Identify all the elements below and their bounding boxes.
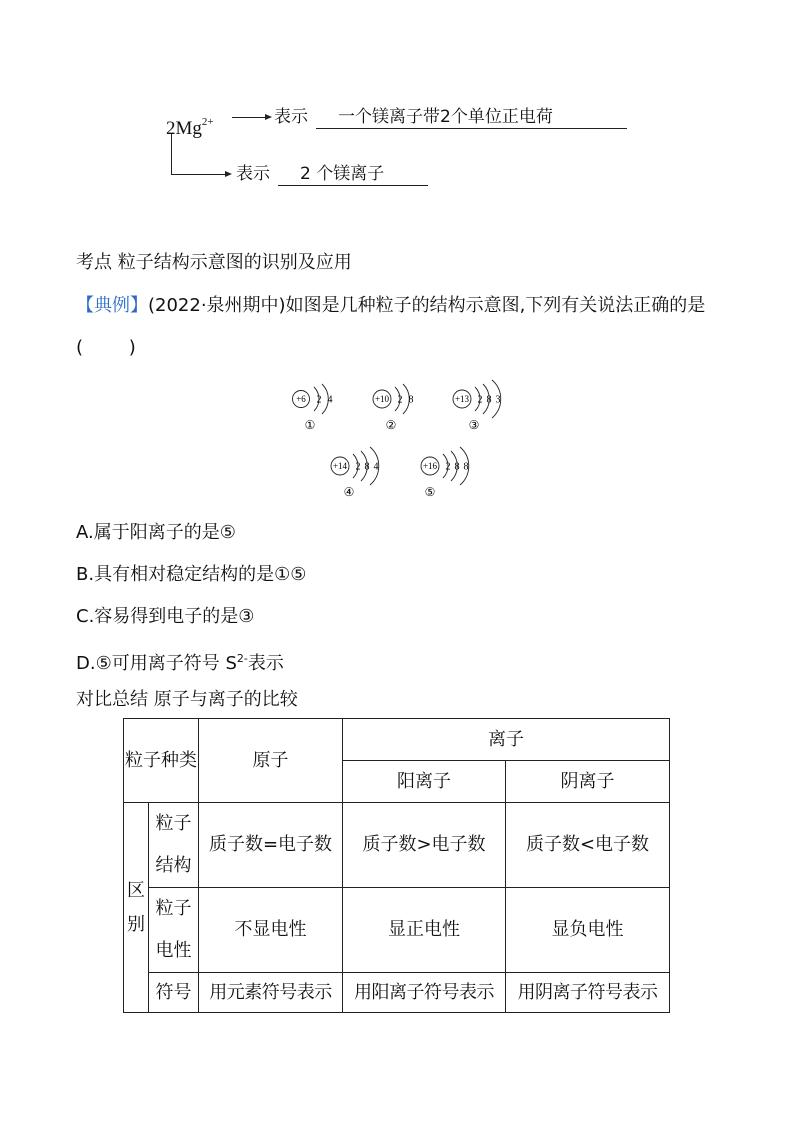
answer-underline-2 [278,185,428,186]
shell-electrons: 2 [477,394,483,406]
shell-electrons: 8 [408,394,414,406]
nucleus-charge: +6 [296,394,306,405]
header-atom: 原子 [199,719,343,803]
group-char: 区 [127,879,145,901]
comparison-table [123,718,670,1013]
formula-element: Mg [175,118,202,139]
answer-blank: ( ) [76,337,136,358]
particle-diagrams [280,372,520,504]
shell-electrons: 8 [463,461,469,473]
nucleus-charge: +13 [454,394,470,405]
option-d-charge: 2- [236,652,248,665]
shell-electrons: 2 [445,461,451,473]
section-heading: 考点 粒子结构示意图的识别及应用 [76,252,352,273]
shell-electrons: 3 [495,394,501,406]
arrow-2-head [225,171,232,177]
table-row [124,973,670,1013]
particle-3 [453,380,501,432]
label-represent-2: 表示 [236,164,270,184]
arrow-1-head [265,114,272,120]
shell-electrons: 8 [486,394,492,406]
row-label-line: 电性 [155,940,192,961]
row-label [149,888,199,973]
shell-electrons: 4 [373,461,379,473]
shell-electrons: 2 [316,394,322,406]
particle-label: ① [304,418,316,432]
example-question-text: (2022·泉州期中)如图是几种粒子的结构示意图,下列有关说法正确的是 [148,295,706,316]
shell-electrons: 4 [327,394,333,406]
nucleus-charge: +14 [332,461,348,472]
particle-5 [421,447,469,499]
arrow-1-shaft [232,117,265,118]
option-a: A.属于阳离子的是⑤ [76,522,236,543]
row-label: 符号 [149,973,199,1013]
particle-label: ③ [468,418,480,432]
formula-coefficient: 2 [166,118,176,139]
cell-atom: 质子数=电子数 [199,803,343,888]
row-label [149,803,199,888]
answer-underline-1 [316,128,627,129]
particle-1 [293,384,333,432]
particle-label: ② [385,418,397,432]
row-label-line: 结构 [155,855,192,876]
cell-anion: 用阴离子符号表示 [506,973,670,1013]
table-row [124,888,670,973]
particle-label: ⑤ [424,485,436,499]
nucleus-charge: +16 [422,461,438,472]
row-group-difference [124,803,149,1013]
shell-electrons: 8 [364,461,370,473]
option-c: C.容易得到电子的是③ [76,606,255,627]
particle-4 [331,447,379,499]
cell-cation: 显正电性 [343,888,506,973]
cell-atom: 不显电性 [199,888,343,973]
shell-electrons: 2 [355,461,361,473]
label-represent-1: 表示 [274,107,308,127]
option-d-prefix: D.⑤可用离子符号 S [76,653,237,674]
row-label-line: 粒子 [155,813,192,834]
header-particle-kind: 粒子种类 [124,719,199,803]
nucleus-charge: +10 [374,394,390,405]
shell-electrons: 8 [454,461,460,473]
example-question [76,294,705,318]
row-label-line: 粒子 [155,898,192,919]
meaning-answer-2: 2 个镁离子 [300,164,385,184]
mg-formula [166,110,214,141]
cell-anion: 显负电性 [506,888,670,973]
cell-atom: 用元素符号表示 [199,973,343,1013]
particle-2 [373,384,414,432]
cell-cation: 质子数>电子数 [343,803,506,888]
header-ion: 离子 [343,719,670,761]
meaning-answer-1: 一个镁离子带2个单位正电荷 [338,107,553,127]
cell-anion: 质子数<电子数 [506,803,670,888]
table-row [124,803,670,888]
bracket-line-vertical [171,134,172,174]
option-b: B.具有相对稳定结构的是①⑤ [76,564,307,585]
group-char: 别 [127,913,145,935]
cell-cation: 用阳离子符号表示 [343,973,506,1013]
header-anion: 阴离子 [506,761,670,803]
header-cation: 阳离子 [343,761,506,803]
particle-label: ④ [343,485,355,499]
shell-electrons: 2 [397,394,403,406]
summary-heading: 对比总结 原子与离子的比较 [76,689,298,710]
formula-charge: 2+ [201,116,214,128]
example-tag: 【典例】 [76,295,148,316]
arrow-2-shaft [171,174,225,175]
option-d-suffix: 表示 [247,653,284,674]
option-d [76,647,284,676]
